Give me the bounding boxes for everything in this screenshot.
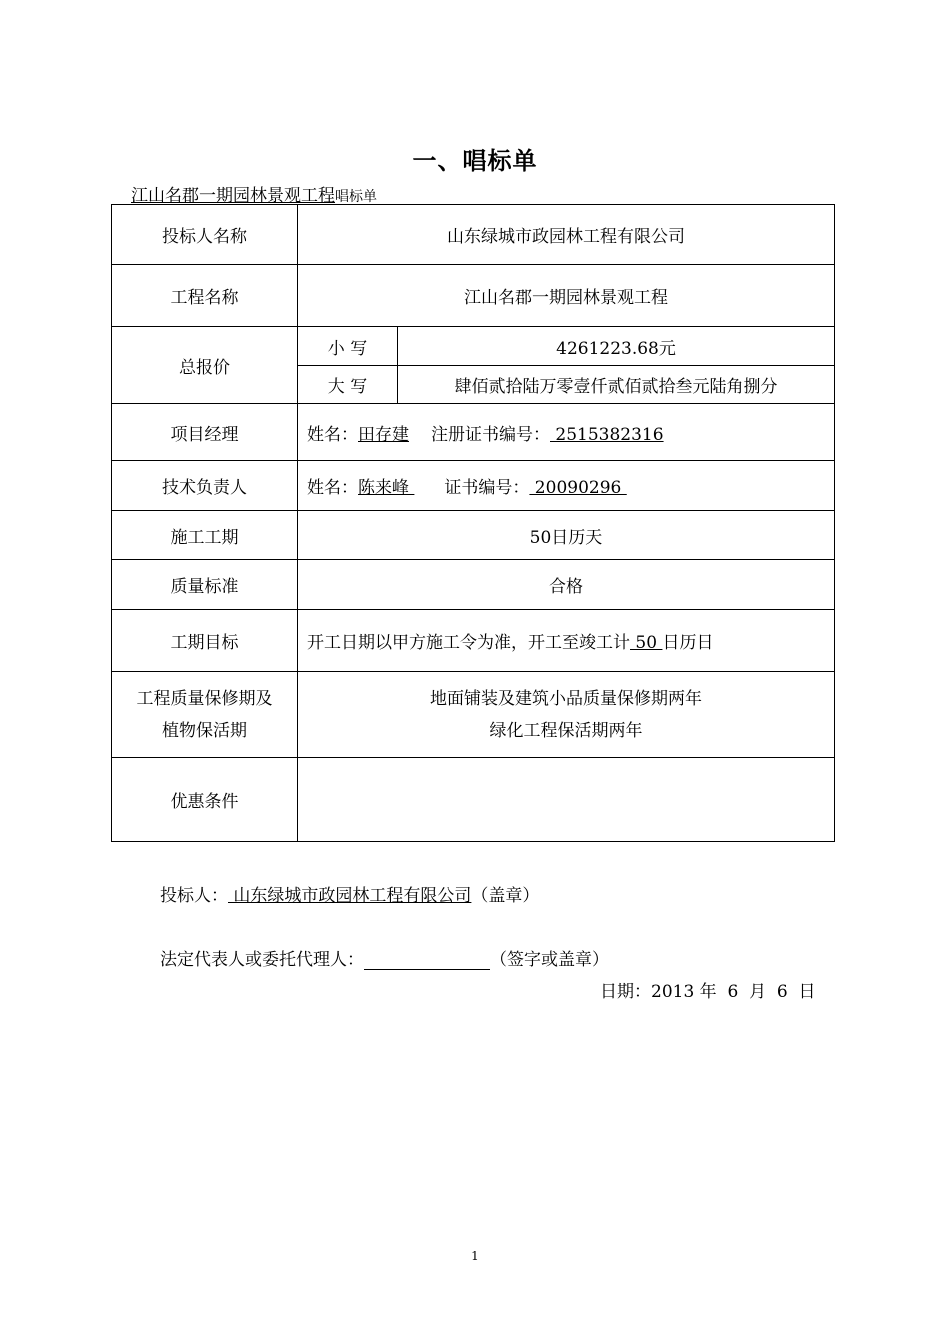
pm-value [298, 404, 835, 461]
page-number: 1 [471, 1249, 479, 1263]
footer-bidder-suffix: （盖章） [471, 886, 540, 906]
table-row [112, 672, 835, 758]
pm-cert: 2515382316 [550, 424, 664, 445]
document-subtitle [131, 181, 377, 206]
table-row [112, 265, 835, 327]
target-suffix: 日历日 [662, 633, 714, 653]
tech-cert: 20090296 [529, 478, 627, 498]
tech-name-prefix: 姓名： [307, 478, 358, 498]
footer-date: 日期：2013 年 6 月 6 日 [600, 982, 816, 1002]
pm-name-prefix: 姓名： [307, 424, 358, 445]
footer-representative [160, 945, 609, 970]
bid-opening-table [111, 204, 835, 842]
target-prefix: 开工日期以甲方施工令为准，开工至竣工计 [307, 633, 630, 653]
table-row [112, 327, 835, 366]
price-big-value: 肆佰贰拾陆万零壹仟贰佰贰拾叁元陆角捌分 [398, 366, 835, 404]
warranty-label [112, 672, 298, 758]
table-row [112, 511, 835, 560]
price-big-label: 大 写 [298, 366, 398, 404]
duration-label: 施工工期 [112, 511, 298, 560]
tech-label: 技术负责人 [112, 461, 298, 511]
target-days: 50 [630, 633, 663, 653]
bidder-value: 山东绿城市政园林工程有限公司 [298, 205, 835, 265]
warranty-label-line-1: 工程质量保修期及 [136, 688, 273, 709]
footer-bidder [160, 881, 539, 906]
target-label: 工期目标 [112, 610, 298, 672]
warranty-value-line-1: 地面铺装及建筑小品质量保修期两年 [430, 688, 702, 709]
price-label: 总报价 [112, 327, 298, 404]
page-title: 一、唱标单 [412, 147, 538, 175]
subtitle-project: 江山名郡一期园林景观工程 [131, 186, 335, 206]
tech-name: 陈来峰 [358, 478, 415, 498]
table-row [112, 404, 835, 461]
pm-cert-prefix: 注册证书编号： [431, 424, 550, 445]
price-small-value: 4261223.68元 [398, 327, 835, 366]
project-label: 工程名称 [112, 265, 298, 327]
pm-name: 田存建 [358, 424, 409, 445]
warranty-value [298, 672, 835, 758]
tech-cert-prefix: 证书编号： [444, 478, 530, 498]
footer-bidder-name: 山东绿城市政园林工程有限公司 [228, 886, 472, 906]
tech-value [298, 461, 835, 511]
quality-label: 质量标准 [112, 560, 298, 610]
target-value [298, 610, 835, 672]
pm-label: 项目经理 [112, 404, 298, 461]
warranty-label-line-2: 植物保活期 [162, 720, 247, 741]
table-row [112, 560, 835, 610]
price-small-label: 小 写 [298, 327, 398, 366]
footer-rep-suffix: （签字或盖章） [490, 950, 609, 970]
duration-value: 50日历天 [298, 511, 835, 560]
discount-label: 优惠条件 [112, 758, 298, 842]
table-row [112, 758, 835, 842]
subtitle-suffix: 唱标单 [335, 189, 377, 205]
footer-bidder-prefix: 投标人： [160, 886, 228, 906]
discount-value [298, 758, 835, 842]
bidder-label: 投标人名称 [112, 205, 298, 265]
signature-blank [364, 951, 490, 970]
quality-value: 合格 [298, 560, 835, 610]
table-row [112, 610, 835, 672]
footer-rep-prefix: 法定代表人或委托代理人： [160, 950, 364, 970]
table-row [112, 461, 835, 511]
project-value: 江山名郡一期园林景观工程 [298, 265, 835, 327]
warranty-value-line-2: 绿化工程保活期两年 [489, 720, 643, 741]
table-row [112, 205, 835, 265]
